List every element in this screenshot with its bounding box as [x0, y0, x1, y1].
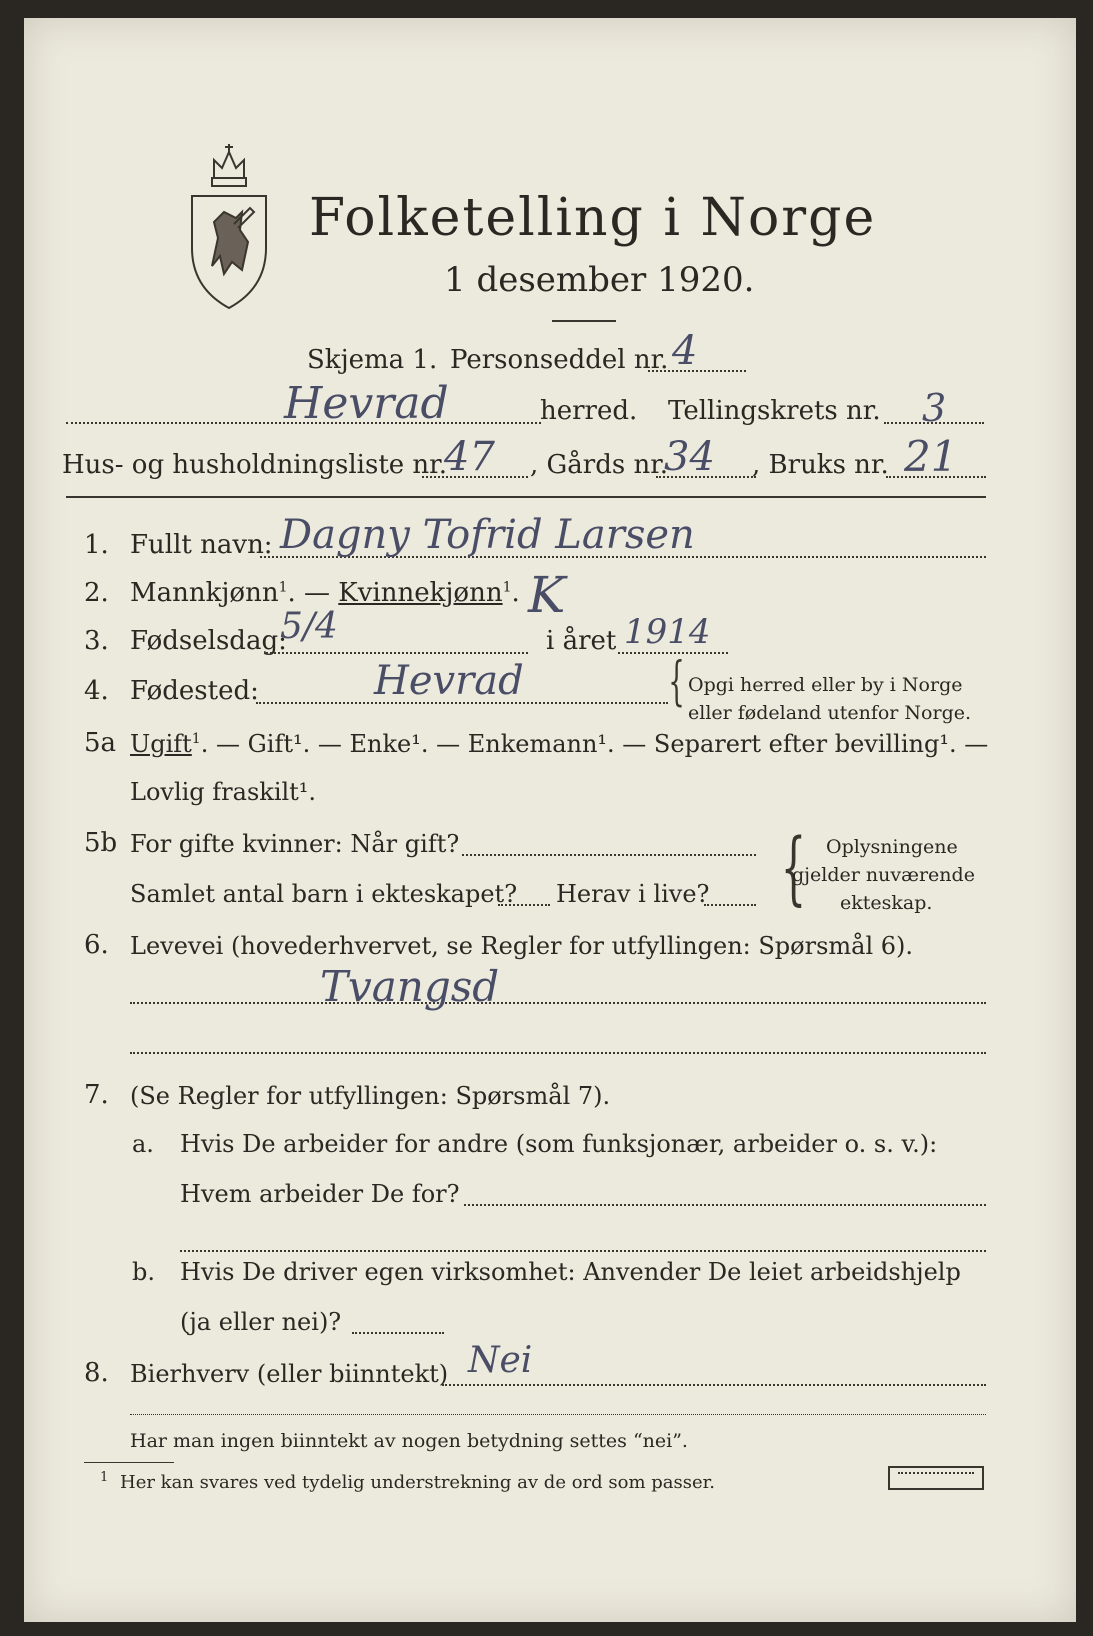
- q5a-number: 5a: [84, 728, 117, 758]
- bruks-number[interactable]: 21: [904, 432, 958, 481]
- side-income-label: Bierhverv (eller biinntekt): [130, 1360, 449, 1388]
- husholdningsliste-label: Hus- og husholdningsliste nr.: [62, 450, 448, 480]
- children-alive-label: Herav i live?: [556, 880, 710, 908]
- gards-label: , Gårds nr.: [530, 450, 669, 480]
- occupation-value[interactable]: Tvangsd: [320, 962, 500, 1011]
- tellingskrets-number[interactable]: 3: [922, 386, 947, 430]
- marital-ugift[interactable]: Ugift: [130, 730, 192, 758]
- birth-year-label: i året: [546, 626, 617, 656]
- gards-number[interactable]: 34: [664, 434, 715, 480]
- footnote-mark: 1: [100, 1470, 109, 1485]
- tellingskrets-label: Tellingskrets nr.: [668, 396, 881, 426]
- own-business-label: Hvis De driver egen virksomhet: Anvender De leiet arbeidshjelp: [180, 1258, 961, 1286]
- census-date: 1 desember 1920.: [444, 260, 755, 300]
- gender-mark: K: [528, 566, 566, 624]
- birthplace-label: Fødested:: [130, 676, 259, 706]
- personseddel-label: Personseddel nr.: [450, 345, 669, 375]
- bruks-label: , Bruks nr.: [752, 450, 889, 480]
- side-income-note: Har man ingen biinntekt av nogen betydning settes “nei”.: [130, 1430, 688, 1452]
- gender-mann[interactable]: Mannkjønn: [130, 578, 279, 608]
- birthplace-value[interactable]: Hevrad: [374, 658, 524, 704]
- side-income-value[interactable]: Nei: [468, 1340, 533, 1381]
- birthplace-note-1: Opgi herred eller by i Norge: [688, 674, 963, 696]
- marital-fraskilt[interactable]: Lovlig fraskilt¹.: [130, 778, 317, 806]
- q7-label: (Se Regler for utfyllingen: Spørsmål 7).: [130, 1082, 611, 1110]
- birth-year-value[interactable]: 1914: [624, 612, 711, 652]
- form-title: Folketelling i Norge: [309, 188, 877, 248]
- header-rule: [66, 496, 986, 498]
- children-count-label: Samlet antal barn i ekteskapet?: [130, 880, 518, 908]
- q8-number: 8.: [84, 1358, 109, 1388]
- q7a-number: a.: [132, 1130, 154, 1158]
- herred-label: herred.: [540, 396, 638, 426]
- printer-stamp-icon: [888, 1466, 984, 1490]
- birthday-label: Fødselsdag:: [130, 626, 287, 656]
- census-form-page: Folketelling i Norge 1 desember 1920. Skjema 1. Personseddel nr. 4 Hevrad herred. Tellingskrets nr. 3 Hus- og husholdningsliste nr. 47 , Gårds nr. 34 , Bruks nr. 21 1. Fullt navn: Dagny Tofrid Larsen 2. Mannkjønn$^1$. — Kvinnekjønn$^1$. K 3. Fødselsdag: 5/4 i året 1914 4. Fødested: Hevrad { Opgi herred eller by i Norge eller fødeland utenfor Norge. 5a Ugift$^1$. — Gift¹. — Enke¹. — Enkemann¹. — Separert efter bevilling¹. — Lovlig fraskilt¹. 5b For gifte kvinner: Når gift? Samlet antal barn i ekteskapet? Herav i live? { Oplysningene gjelder nuværende ekteskap. 6. Levevei (hovederhvervet, se Regler for utfyllingen: Spørsmål 6). Tvangsd 7. (Se Regler for utfyllingen: Spørsmål 7). a. Hvis De arbeider for andre (som funksjonær, arbeider o. s. v.): Hvem arbeider De for? b. Hvis De driver egen virksomhet: Anvender De leiet arbeidshjelp (ja eller nei)? 8. Bierhverv (eller biinntekt) Nei Har man ingen biinntekt av nogen betydning settes “nei”. 1 Her kan svares ved tydelig understrekning av de ord som passer.: [24, 18, 1076, 1622]
- marriage-note-1: Oplysningene: [826, 836, 958, 858]
- birthplace-note-2: eller fødeland utenfor Norge.: [688, 702, 972, 724]
- footnote-text: Her kan svares ved tydelig understrekning av de ord som passer.: [120, 1472, 715, 1493]
- q5b-number: 5b: [84, 828, 118, 858]
- marriage-note-2: gjelder nuværende: [792, 864, 975, 886]
- q3-number: 3.: [84, 626, 109, 656]
- q6-number: 6.: [84, 930, 109, 960]
- marriage-note-3: ekteskap.: [840, 892, 933, 914]
- birthday-value[interactable]: 5/4: [280, 606, 338, 647]
- q7b-number: b.: [132, 1258, 155, 1286]
- q2-number: 2.: [84, 578, 109, 608]
- full-name-value[interactable]: Dagny Tofrid Larsen: [280, 512, 695, 558]
- married-when-label: For gifte kvinner: Når gift?: [130, 830, 460, 858]
- husholdningsliste-number[interactable]: 47: [444, 434, 495, 480]
- occupation-label: Levevei (hovederhvervet, se Regler for utfyllingen: Spørsmål 6).: [130, 932, 914, 960]
- norwegian-coat-of-arms-icon: [184, 138, 274, 313]
- employer-question-label: Hvis De arbeider for andre (som funksjonær, arbeider o. s. v.):: [180, 1130, 938, 1158]
- gender-kvinne[interactable]: Kvinnekjønn: [338, 578, 503, 608]
- full-name-label: Fullt navn:: [130, 530, 273, 560]
- hired-help-label: (ja eller nei)?: [180, 1308, 342, 1336]
- skjema-label: Skjema 1.: [307, 345, 438, 375]
- title-divider: [552, 320, 616, 322]
- marital-status-options: Ugift$^1$. — Gift¹. — Enke¹. — Enkemann¹. — Separert efter bevilling¹. —: [130, 730, 989, 758]
- q1-number: 1.: [84, 530, 109, 560]
- q4-number: 4.: [84, 676, 109, 706]
- gender-options: Mannkjønn$^1$. — Kvinnekjønn$^1$.: [130, 578, 520, 608]
- q7-number: 7.: [84, 1080, 109, 1110]
- personseddel-number[interactable]: 4: [672, 328, 698, 374]
- employer-label: Hvem arbeider De for?: [180, 1180, 460, 1208]
- herred-name[interactable]: Hevrad: [284, 378, 449, 429]
